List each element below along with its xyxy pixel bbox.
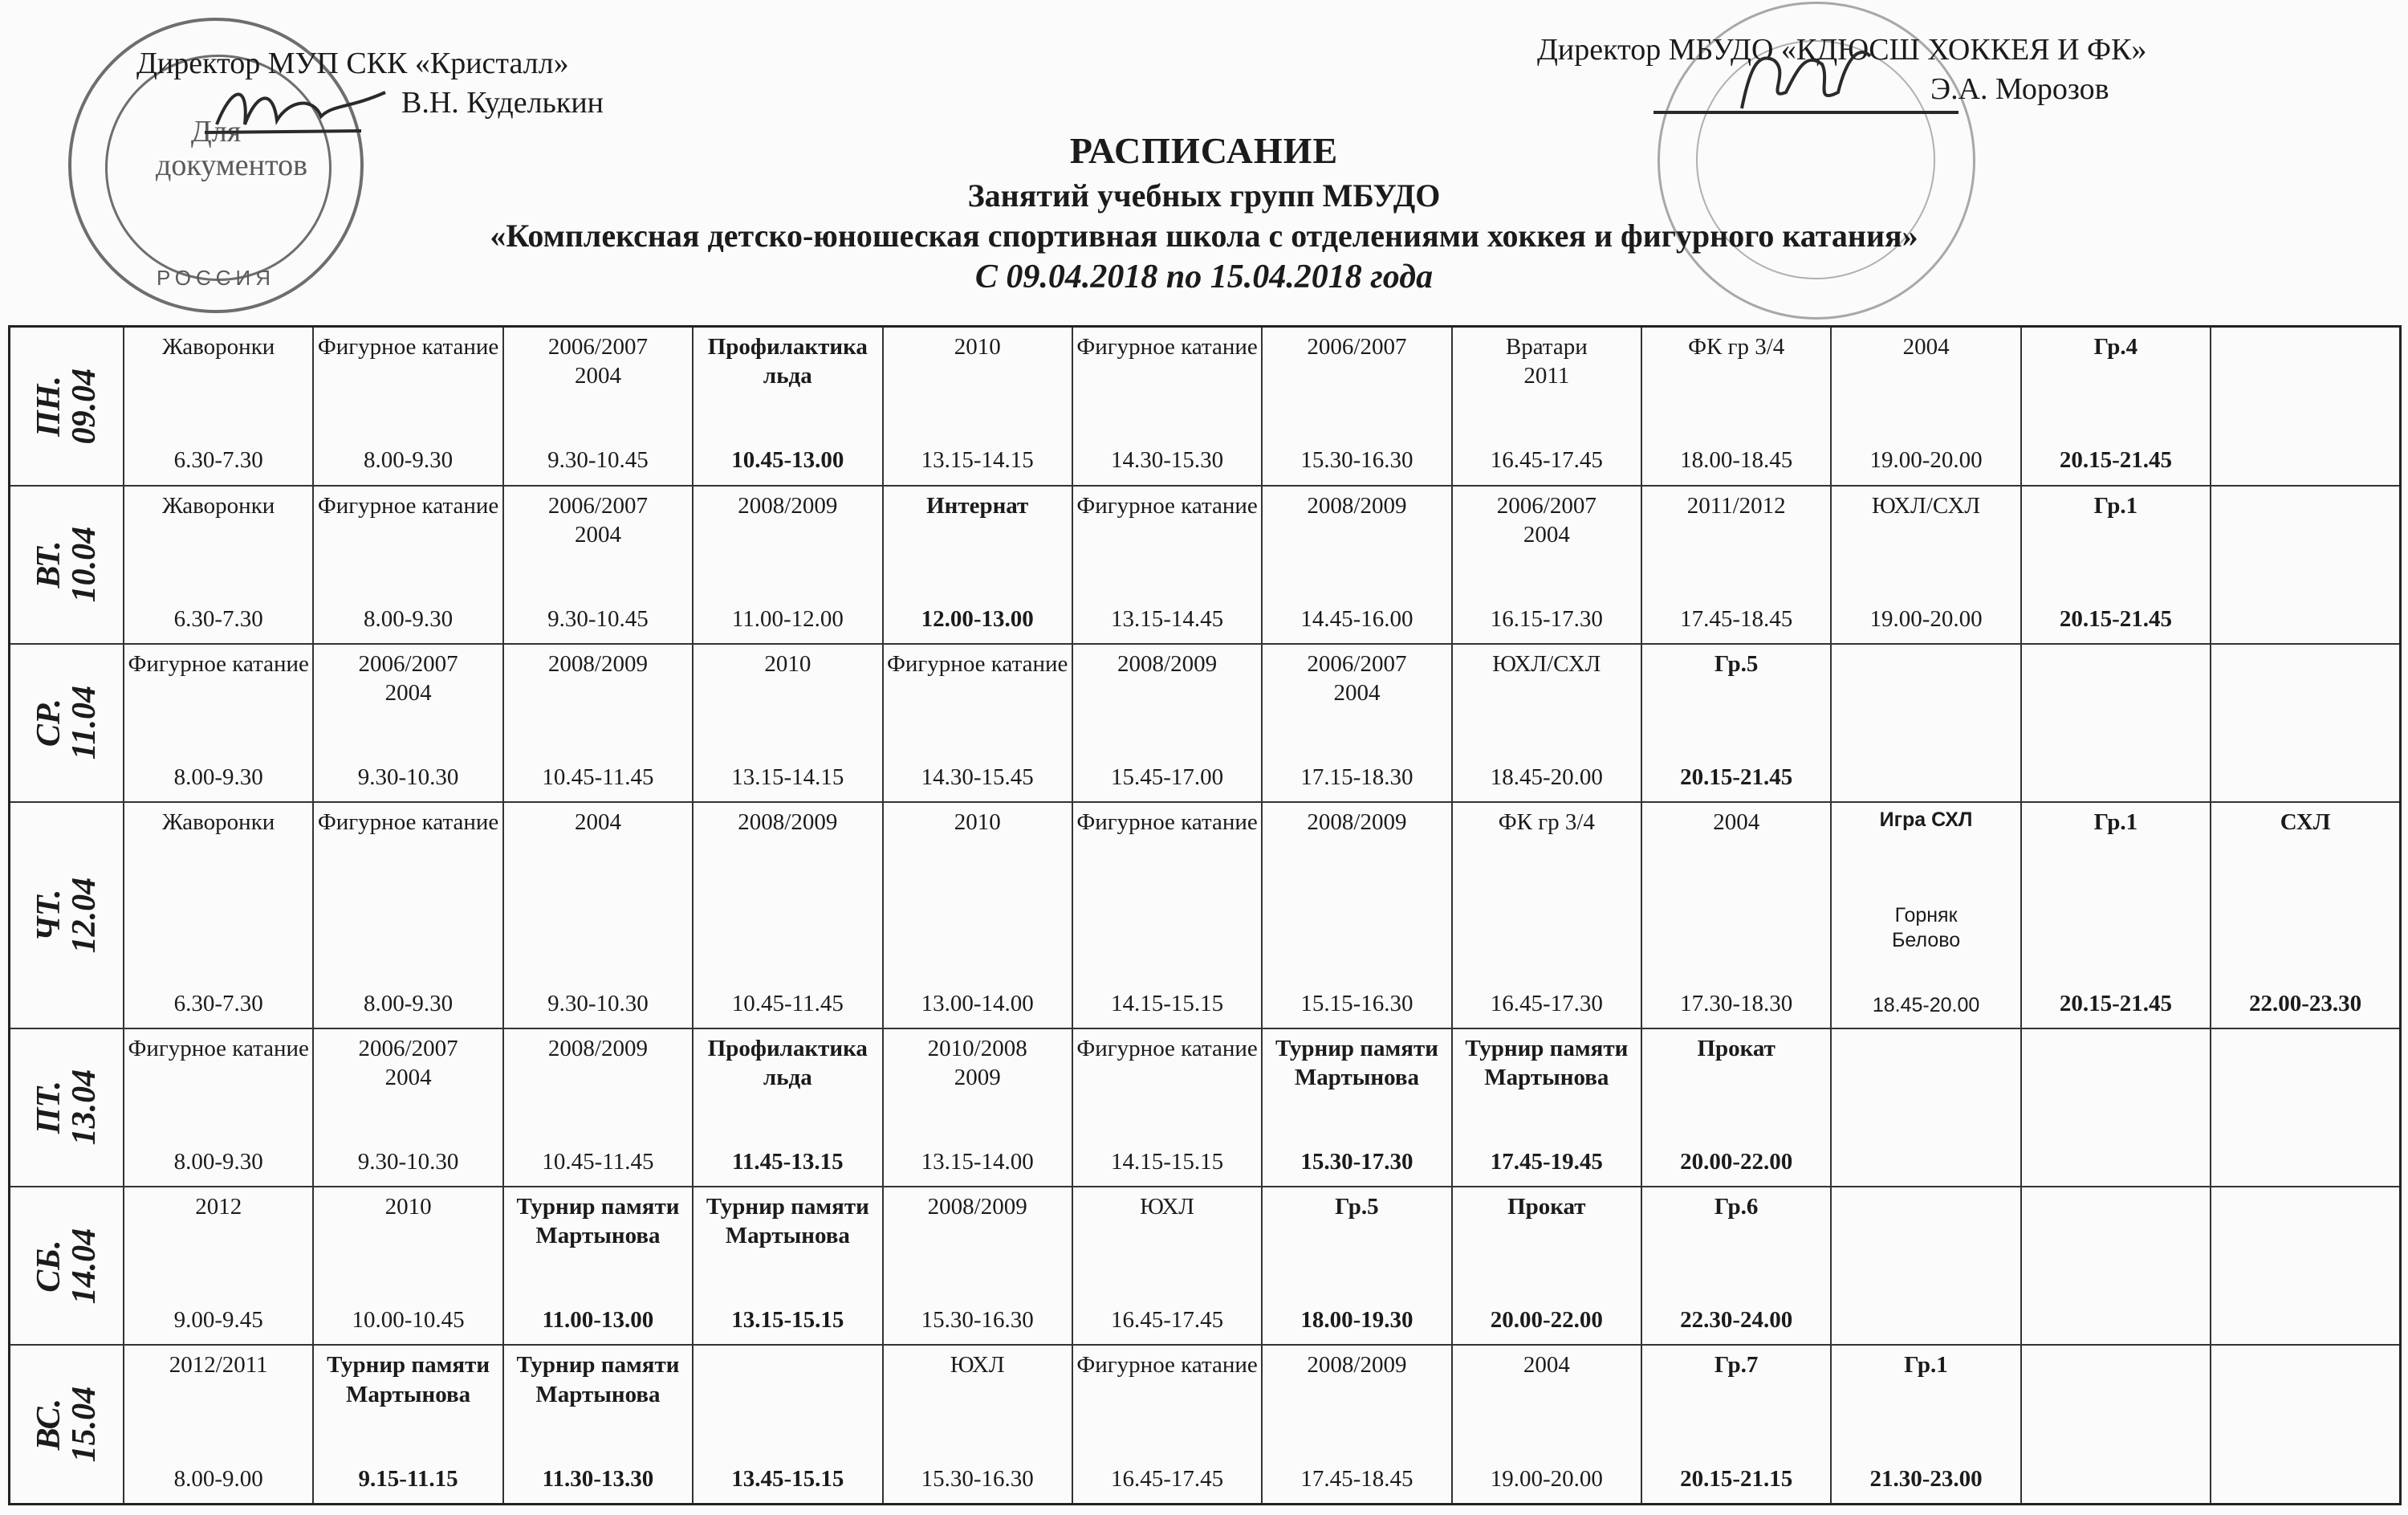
session-time: 13.15-15.15 bbox=[731, 1307, 844, 1334]
session-cell bbox=[124, 486, 313, 644]
session-cell bbox=[1452, 1345, 1641, 1504]
session-group bbox=[2215, 491, 2396, 548]
session-time: 10.45-11.45 bbox=[542, 764, 654, 790]
session-group: Турнир памяти Мартынова bbox=[327, 1352, 490, 1407]
session-group: 2008/2009 bbox=[1307, 809, 1407, 836]
session-time: 15.15-16.30 bbox=[1300, 990, 1413, 1016]
session-cell bbox=[883, 1187, 1072, 1345]
session-time: 8.00-9.30 bbox=[173, 764, 263, 790]
session-time: 19.00-20.00 bbox=[1490, 1465, 1603, 1492]
schedule-row bbox=[10, 1345, 2401, 1504]
session-group: 2006/2007 2004 bbox=[1307, 650, 1407, 707]
session-group bbox=[1835, 650, 2016, 706]
schedule-row bbox=[10, 327, 2401, 486]
session-cell bbox=[1641, 327, 1831, 486]
session-cell bbox=[1072, 486, 1262, 644]
session-time: 20.15-21.45 bbox=[2059, 990, 2173, 1016]
session-group: Вратари 2011 bbox=[1505, 334, 1588, 389]
session-time: 16.45-17.45 bbox=[1490, 447, 1603, 474]
session-cell bbox=[883, 1028, 1072, 1187]
day-cell bbox=[10, 802, 124, 1028]
session-group: 2010 bbox=[764, 650, 811, 677]
session-group: Фигурное катание bbox=[317, 809, 499, 836]
day-cell bbox=[10, 327, 124, 486]
session-cell bbox=[1452, 1028, 1641, 1187]
session-time: 10.45-11.45 bbox=[731, 990, 844, 1016]
session-cell bbox=[693, 1028, 882, 1187]
session-group: ЮХЛ bbox=[1140, 1194, 1194, 1220]
schedule-row bbox=[10, 802, 2401, 1028]
session-group bbox=[2025, 650, 2207, 706]
session-cell bbox=[2211, 1187, 2400, 1345]
day-cell bbox=[10, 1187, 124, 1345]
session-group: Фигурное катание bbox=[1076, 1352, 1258, 1379]
schedule-period: С 09.04.2018 по 15.04.2018 года bbox=[974, 259, 1434, 295]
session-cell bbox=[1641, 644, 1831, 802]
session-group: Прокат bbox=[1697, 1035, 1775, 1061]
session-group: 2010 bbox=[954, 334, 1001, 360]
session-group: Жаворонки bbox=[162, 492, 275, 519]
session-cell bbox=[313, 1345, 502, 1504]
session-time: 11.45-13.15 bbox=[732, 1148, 844, 1175]
schedule-table bbox=[8, 325, 2402, 1505]
session-group: Гр.1 bbox=[2093, 492, 2138, 519]
session-time: 15.45-17.00 bbox=[1110, 764, 1224, 790]
session-cell bbox=[313, 486, 502, 644]
session-time: 21.30-23.00 bbox=[1869, 1465, 1983, 1492]
session-cell bbox=[1452, 1187, 1641, 1345]
session-time: 11.00-13.00 bbox=[542, 1307, 654, 1334]
session-time bbox=[2215, 1493, 2396, 1498]
school-name: «Комплексная детско-юношеская спортивная школа с отделениями хоккея и фигурного катания» bbox=[490, 218, 1918, 254]
day-name: СР. bbox=[30, 698, 67, 747]
session-time: 19.00-20.00 bbox=[1869, 605, 1983, 632]
session-cell bbox=[503, 802, 693, 1028]
session-cell bbox=[313, 644, 502, 802]
session-group: Гр.1 bbox=[1904, 1352, 1948, 1379]
session-cell bbox=[124, 802, 313, 1028]
session-group bbox=[1835, 1034, 2016, 1090]
session-group: Жаворонки bbox=[162, 809, 275, 836]
session-cell bbox=[2211, 1028, 2400, 1187]
schedule-row bbox=[10, 644, 2401, 802]
page-title: РАСПИСАНИЕ bbox=[1069, 130, 1339, 171]
session-cell bbox=[1831, 327, 2020, 486]
session-time: 20.15-21.45 bbox=[2059, 605, 2173, 632]
schedule-row bbox=[10, 1028, 2401, 1187]
session-cell bbox=[1262, 802, 1451, 1028]
session-time: 14.15-15.15 bbox=[1110, 990, 1224, 1016]
session-cell bbox=[1831, 644, 2020, 802]
session-cell bbox=[2211, 1345, 2400, 1504]
session-group: 2010 bbox=[384, 1194, 432, 1220]
session-cell bbox=[693, 1187, 882, 1345]
session-time: 10.45-11.45 bbox=[542, 1148, 654, 1175]
session-time: 13.45-15.15 bbox=[731, 1465, 844, 1492]
session-group: Фигурное катание bbox=[128, 1035, 309, 1061]
session-group: 2008/2009 bbox=[927, 1194, 1027, 1220]
session-cell bbox=[1641, 1028, 1831, 1187]
session-group: ФК гр 3/4 bbox=[1688, 334, 1785, 360]
session-cell bbox=[883, 486, 1072, 644]
session-cell bbox=[1641, 802, 1831, 1028]
session-group: Гр.5 bbox=[1335, 1194, 1379, 1220]
session-time bbox=[1835, 792, 2016, 796]
session-group bbox=[2025, 1350, 2207, 1407]
session-time bbox=[2025, 1493, 2207, 1498]
session-time bbox=[2025, 1334, 2207, 1339]
session-group: Турнир памяти Мартынова bbox=[516, 1352, 680, 1407]
session-group: Турнир памяти Мартынова bbox=[1465, 1035, 1629, 1090]
session-cell bbox=[1262, 644, 1451, 802]
session-group: Турнир памяти Мартынова bbox=[706, 1194, 869, 1249]
session-group: Профилактика льда bbox=[707, 1035, 868, 1090]
day-date: 11.04 bbox=[66, 686, 103, 760]
approval-left-title: Директор МУП СКК «Кристалл» bbox=[136, 47, 569, 80]
session-group: ЮХЛ/СХЛ bbox=[1872, 492, 1981, 519]
session-cell bbox=[1831, 1345, 2020, 1504]
session-group: Интернат bbox=[926, 492, 1029, 519]
session-cell bbox=[1831, 1028, 2020, 1187]
session-time: 9.30-10.30 bbox=[547, 990, 649, 1016]
session-cell bbox=[1262, 1345, 1451, 1504]
session-time: 17.45-19.45 bbox=[1490, 1148, 1603, 1175]
session-time bbox=[2215, 1176, 2396, 1181]
session-group: 2008/2009 bbox=[1307, 1352, 1407, 1379]
session-time bbox=[2215, 1334, 2396, 1339]
session-time: 11.30-13.30 bbox=[542, 1465, 654, 1492]
session-group bbox=[2025, 1192, 2207, 1248]
session-cell bbox=[2021, 1345, 2211, 1504]
session-cell bbox=[1452, 802, 1641, 1028]
session-cell bbox=[503, 1345, 693, 1504]
session-time: 13.15-14.15 bbox=[731, 764, 844, 790]
session-time: 14.15-15.15 bbox=[1110, 1148, 1224, 1175]
session-group: 2006/2007 2004 bbox=[358, 650, 458, 707]
session-cell bbox=[503, 1187, 693, 1345]
session-cell bbox=[2021, 802, 2211, 1028]
session-time: 8.00-9.30 bbox=[363, 990, 454, 1016]
session-cell bbox=[503, 327, 693, 486]
session-cell bbox=[1831, 802, 2020, 1028]
session-group: Фигурное катание bbox=[1076, 334, 1258, 360]
session-time: 18.45-20.00 bbox=[1490, 764, 1603, 790]
session-group: Турнир памяти Мартынова bbox=[516, 1194, 680, 1249]
session-time: 16.45-17.30 bbox=[1490, 990, 1603, 1016]
session-cell bbox=[124, 644, 313, 802]
session-time bbox=[1835, 1176, 2016, 1181]
session-time bbox=[2215, 792, 2396, 796]
schedule-row bbox=[10, 486, 2401, 644]
session-cell bbox=[313, 1028, 502, 1187]
session-cell bbox=[2021, 1187, 2211, 1345]
session-group: Гр.6 bbox=[1714, 1194, 1759, 1220]
session-time: 17.45-18.45 bbox=[1300, 1465, 1413, 1492]
session-time: 13.15-14.00 bbox=[921, 1148, 1034, 1175]
session-cell bbox=[693, 644, 882, 802]
session-group: Фигурное катание bbox=[1076, 492, 1258, 519]
schedule-row bbox=[10, 1187, 2401, 1345]
session-group: Фигурное катание bbox=[1076, 809, 1258, 836]
session-time: 20.00-22.00 bbox=[1490, 1307, 1603, 1334]
day-name: ВТ. bbox=[30, 540, 67, 588]
session-cell bbox=[883, 644, 1072, 802]
session-group: Фигурное катание bbox=[128, 650, 309, 677]
session-cell bbox=[1831, 1187, 2020, 1345]
session-group: 2004 bbox=[1523, 1352, 1570, 1379]
session-cell bbox=[124, 1187, 313, 1345]
session-group: 2004 bbox=[1902, 334, 1950, 360]
session-time: 17.45-18.45 bbox=[1680, 605, 1793, 632]
day-name: СБ. bbox=[30, 1240, 67, 1293]
session-cell bbox=[693, 327, 882, 486]
session-time: 16.45-17.45 bbox=[1110, 1307, 1224, 1334]
session-time: 8.00-9.30 bbox=[363, 605, 454, 632]
session-cell bbox=[1641, 1187, 1831, 1345]
session-time: 17.30-18.30 bbox=[1680, 990, 1793, 1016]
session-cell bbox=[2021, 486, 2211, 644]
session-time: 18.45-20.00 bbox=[1872, 993, 1980, 1016]
session-time: 20.15-21.45 bbox=[1680, 764, 1793, 790]
session-cell bbox=[124, 327, 313, 486]
session-cell bbox=[1262, 1187, 1451, 1345]
stamp-center-text: Для документов bbox=[156, 115, 308, 182]
session-cell bbox=[1641, 1345, 1831, 1504]
session-time: 6.30-7.30 bbox=[173, 990, 263, 1016]
session-group: 2010/2008 2009 bbox=[927, 1035, 1027, 1090]
session-time: 6.30-7.30 bbox=[173, 605, 263, 632]
session-cell bbox=[1452, 486, 1641, 644]
session-group: Фигурное катание bbox=[886, 650, 1068, 677]
session-group: Фигурное катание bbox=[1076, 1035, 1258, 1061]
session-group: 2004 bbox=[574, 809, 621, 836]
session-group: 2008/2009 bbox=[1307, 492, 1407, 519]
session-cell bbox=[2211, 486, 2400, 644]
session-cell bbox=[693, 802, 882, 1028]
session-cell bbox=[2211, 327, 2400, 486]
session-group bbox=[2215, 1350, 2396, 1407]
session-cell bbox=[2021, 1028, 2211, 1187]
session-cell bbox=[2211, 802, 2400, 1028]
session-time: 9.30-10.30 bbox=[357, 1148, 459, 1175]
session-cell bbox=[693, 486, 882, 644]
session-time: 15.30-17.30 bbox=[1300, 1148, 1413, 1175]
session-note: Горняк Белово bbox=[1891, 904, 1961, 952]
session-group: Гр.4 bbox=[2093, 334, 2138, 360]
session-cell bbox=[1072, 1028, 1262, 1187]
session-cell bbox=[1452, 327, 1641, 486]
session-group: СХЛ bbox=[2280, 809, 2331, 836]
session-cell bbox=[124, 1345, 313, 1504]
session-time bbox=[2025, 792, 2207, 796]
day-date: 12.04 bbox=[66, 877, 103, 954]
signature-right-icon bbox=[1653, 36, 1991, 124]
session-time: 20.00-22.00 bbox=[1680, 1148, 1793, 1175]
session-group: Гр.7 bbox=[1714, 1352, 1759, 1379]
session-group: 2008/2009 bbox=[547, 650, 648, 677]
session-time: 9.00-9.45 bbox=[173, 1307, 263, 1334]
day-date: 13.04 bbox=[66, 1069, 103, 1146]
approval-right-title: Директор МБУДО «КДЮСШ ХОККЕЯ И ФК» bbox=[1537, 33, 2147, 67]
session-cell bbox=[2021, 327, 2211, 486]
session-group: 2006/2007 2004 bbox=[358, 1035, 458, 1090]
session-time: 12.00-13.00 bbox=[921, 605, 1034, 632]
session-time: 18.00-18.45 bbox=[1680, 447, 1793, 474]
session-time: 16.15-17.30 bbox=[1490, 605, 1603, 632]
session-cell bbox=[693, 1345, 882, 1504]
session-time: 14.30-15.45 bbox=[921, 764, 1034, 790]
session-group: Игра СХЛ bbox=[1879, 808, 1973, 832]
session-time: 22.30-24.00 bbox=[1680, 1307, 1793, 1334]
session-time: 9.30-10.30 bbox=[357, 764, 459, 790]
day-name: ВС. bbox=[30, 1398, 67, 1451]
session-group: 2008/2009 bbox=[738, 492, 838, 519]
stamp-bottom-text: РОССИЯ bbox=[156, 266, 275, 290]
session-time: 10.45-13.00 bbox=[731, 447, 844, 474]
day-name: ПТ. bbox=[30, 1081, 67, 1134]
session-group: ЮХЛ bbox=[950, 1352, 1005, 1379]
session-group bbox=[2025, 1034, 2207, 1090]
session-time: 10.00-10.45 bbox=[352, 1307, 465, 1334]
session-group: 2006/2007 2004 bbox=[547, 334, 648, 389]
session-time: 13.15-14.15 bbox=[921, 447, 1034, 474]
day-date: 15.04 bbox=[66, 1386, 103, 1463]
session-group: 2010 bbox=[954, 809, 1001, 836]
session-group: ЮХЛ/СХЛ bbox=[1492, 650, 1601, 677]
day-date: 10.04 bbox=[66, 526, 103, 603]
session-cell bbox=[1072, 327, 1262, 486]
approval-left-name: В.Н. Куделькин bbox=[401, 86, 604, 120]
session-cell bbox=[503, 486, 693, 644]
session-group bbox=[697, 1350, 878, 1407]
day-cell bbox=[10, 644, 124, 802]
session-group: Профилактика льда bbox=[707, 334, 868, 389]
session-cell bbox=[2021, 644, 2211, 802]
session-time: 9.30-10.45 bbox=[547, 605, 649, 632]
session-time bbox=[2215, 475, 2396, 480]
session-cell bbox=[883, 327, 1072, 486]
session-time: 6.30-7.30 bbox=[173, 447, 263, 474]
day-cell bbox=[10, 486, 124, 644]
session-time: 15.30-16.30 bbox=[1300, 447, 1413, 474]
session-time: 13.15-14.45 bbox=[1110, 605, 1224, 632]
session-cell bbox=[313, 802, 502, 1028]
day-name: ПН. bbox=[30, 375, 67, 437]
session-time: 14.45-16.00 bbox=[1300, 605, 1413, 632]
session-cell bbox=[1262, 327, 1451, 486]
day-cell bbox=[10, 1345, 124, 1504]
session-time: 17.15-18.30 bbox=[1300, 764, 1413, 790]
session-group: ФК гр 3/4 bbox=[1498, 809, 1595, 836]
session-cell bbox=[1831, 486, 2020, 644]
session-group: 2012/2011 bbox=[169, 1352, 268, 1379]
session-cell bbox=[1641, 486, 1831, 644]
session-cell bbox=[1072, 644, 1262, 802]
session-time: 8.00-9.30 bbox=[173, 1148, 263, 1175]
session-cell bbox=[2211, 644, 2400, 802]
day-cell bbox=[10, 1028, 124, 1187]
session-cell bbox=[1262, 1028, 1451, 1187]
session-cell bbox=[883, 802, 1072, 1028]
session-group bbox=[2215, 1034, 2396, 1090]
session-group bbox=[1835, 1192, 2016, 1248]
session-time: 11.00-12.00 bbox=[731, 605, 844, 632]
session-group: Жаворонки bbox=[162, 334, 275, 360]
day-name: ЧТ. bbox=[30, 889, 67, 942]
session-time: 19.00-20.00 bbox=[1869, 447, 1983, 474]
session-group: 2008/2009 bbox=[547, 1035, 648, 1061]
session-time bbox=[2025, 1176, 2207, 1181]
approval-right-name: Э.А. Морозов bbox=[1930, 72, 2109, 107]
session-time: 14.30-15.30 bbox=[1110, 447, 1224, 474]
session-group: 2012 bbox=[195, 1194, 242, 1220]
session-group: 2008/2009 bbox=[738, 809, 838, 836]
session-cell bbox=[1262, 486, 1451, 644]
session-group bbox=[2215, 332, 2396, 389]
session-group bbox=[2215, 1192, 2396, 1248]
session-group bbox=[2215, 650, 2396, 706]
session-cell bbox=[1072, 1345, 1262, 1504]
session-group: Турнир памяти Мартынова bbox=[1275, 1035, 1438, 1090]
session-cell bbox=[883, 1345, 1072, 1504]
day-date: 14.04 bbox=[66, 1228, 103, 1304]
session-cell bbox=[1452, 644, 1641, 802]
session-time: 8.00-9.00 bbox=[173, 1465, 263, 1492]
session-time: 20.15-21.15 bbox=[1680, 1465, 1793, 1492]
session-cell bbox=[503, 1028, 693, 1187]
session-group: 2006/2007 2004 bbox=[1496, 492, 1597, 548]
session-cell bbox=[313, 1187, 502, 1345]
session-group: Прокат bbox=[1507, 1194, 1586, 1220]
session-time: 9.30-10.45 bbox=[547, 447, 649, 474]
session-time: 16.45-17.45 bbox=[1110, 1465, 1224, 1492]
session-group: 2011/2012 bbox=[1686, 492, 1786, 519]
session-time: 13.00-14.00 bbox=[921, 990, 1034, 1016]
session-group: Фигурное катание bbox=[317, 492, 499, 519]
session-cell bbox=[1072, 802, 1262, 1028]
session-group: 2006/2007 bbox=[1307, 334, 1407, 360]
session-group: 2008/2009 bbox=[1117, 650, 1218, 677]
day-date: 09.04 bbox=[66, 368, 103, 445]
session-time: 8.00-9.30 bbox=[363, 447, 454, 474]
session-time: 20.15-21.45 bbox=[2059, 447, 2173, 474]
session-time: 15.30-16.30 bbox=[921, 1465, 1034, 1492]
session-time: 9.15-11.15 bbox=[358, 1465, 458, 1492]
session-time: 22.00-23.30 bbox=[2248, 990, 2362, 1016]
page-subtitle: Занятий учебных групп МБУДО bbox=[967, 177, 1441, 214]
session-cell bbox=[313, 327, 502, 486]
session-cell bbox=[124, 1028, 313, 1187]
session-group: Гр.1 bbox=[2093, 809, 2138, 836]
session-time bbox=[1835, 1334, 2016, 1339]
session-cell bbox=[1072, 1187, 1262, 1345]
session-group: 2006/2007 2004 bbox=[547, 492, 648, 548]
session-group: Гр.5 bbox=[1714, 650, 1759, 677]
session-time: 15.30-16.30 bbox=[921, 1307, 1034, 1334]
session-time: 18.00-19.30 bbox=[1300, 1307, 1413, 1334]
session-group: 2004 bbox=[1713, 809, 1760, 836]
session-group: Фигурное катание bbox=[317, 334, 499, 360]
session-time bbox=[2215, 633, 2396, 638]
session-cell bbox=[503, 644, 693, 802]
